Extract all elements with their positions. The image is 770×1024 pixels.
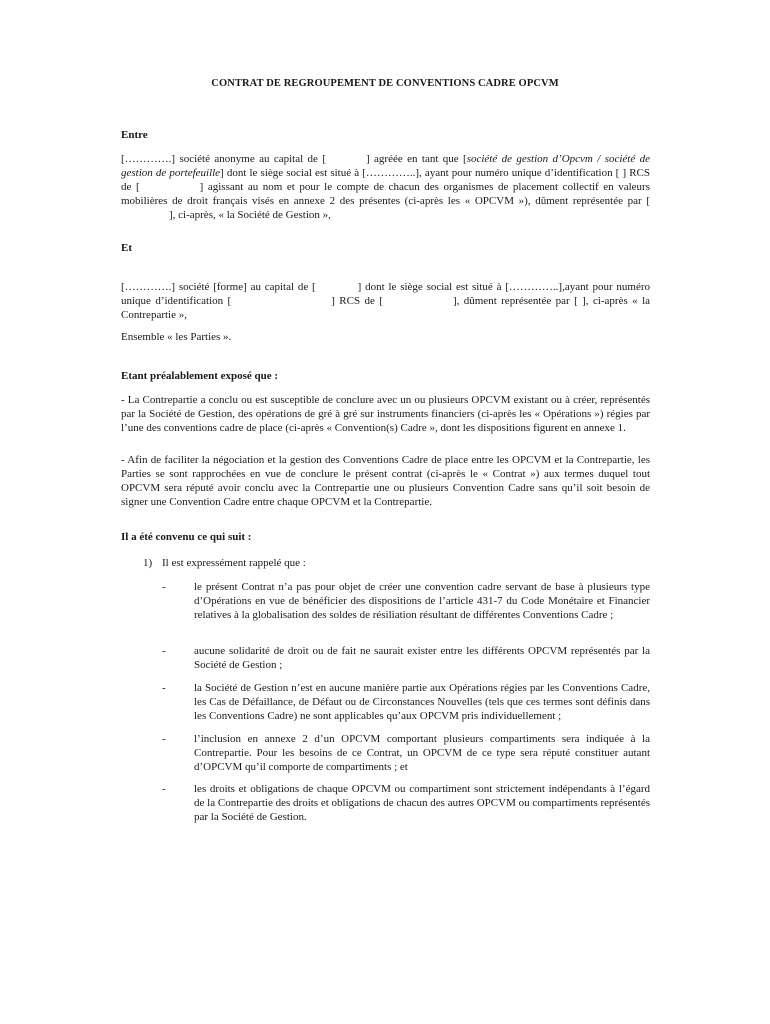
party1-text-1: [………….] société anonyme au capital de [ [121, 153, 326, 165]
party2-text-3: ] RCS de [ [331, 295, 383, 307]
party1-company-type: société de gestion d’Opcvm / société de gestion de portefeuille [121, 153, 651, 179]
party2-text-2: ] dont le siège social est situé à […………..],ayant pour numéro unique d’identification [ [121, 281, 650, 307]
party1-paragraph [121, 152, 650, 222]
expose-paragraph-2: - Afin de faciliter la négociation et la gestion des Conventions Cadre de place entre les OPCVM et la Contrepartie, les Parties se sont rapprochées en vue de conclure le présent contrat (ci-après le « Contrat ») aux termes duquel tout OPCVM sera réputé avoir conclu avec la Contrepartie une ou plusieurs Convention Cadre sans qu’il soit besoin de signer une Convention Cadre entre chaque OPCVM et la Contrepartie. [121, 454, 650, 508]
bullet-dash: - [162, 733, 166, 745]
party2-text-1: [………….] société [forme] au capital de [ [121, 281, 316, 293]
party1-text-5: ], ci-après, « la Société de Gestion », [169, 209, 331, 221]
bullet-dash: - [162, 581, 166, 593]
party2-paragraph [121, 280, 650, 322]
party1-text-2: ] agréée en tant que [ [366, 153, 467, 165]
bullet-item: la Société de Gestion n’est en aucune manière partie aux Opérations régies par les Conventions Cadre, les Cas de Défaillance, de Défaut ou de Circonstances Nouvelles (tels que ces termes sont définis dans les Conventions Cadre) ne sont applicables qu’aux OPCVM pris individuellement ; [194, 682, 650, 722]
bullet-item: l’inclusion en annexe 2 d’un OPCVM comportant plusieurs compartiments sera indiquée à la Contrepartie. Pour les besoins de ce Contrat, un OPCVM de ce type sera réputé constituer autant d’OPCVM qu’il comporte de compartiments ; et [194, 733, 650, 773]
bullet-item: le présent Contrat n’a pas pour objet de créer une convention cadre servant de base à plusieurs type d’Opérations en vue de bénéficier des dispositions de l’article 431-7 du Code Monétaire et Financier relatives à la globalisation des soldes de résiliation résultant de différentes Conventions Cadre ; [194, 581, 650, 621]
party1-text-4: ] agissant au nom et pour le compte de chacun des organismes de placement collectif en valeurs mobilières de droit français visés en annexe 2 des présentes (ci-après les « OPCVM »), dûment représentée par [ [121, 181, 650, 207]
ensemble-line: Ensemble « les Parties ». [121, 331, 232, 343]
document-title: CONTRAT DE REGROUPEMENT DE CONVENTIONS CADRE OPCVM [211, 78, 559, 89]
bullet-item: aucune solidarité de droit ou de fait ne saurait exister entre les différents OPCVM représentés par la Société de Gestion ; [194, 645, 650, 671]
party1-text-3: ] dont le siège social est situé à […………..], ayant pour numéro unique d’identification [ ] RCS de [ [121, 167, 650, 193]
bullet-item: les droits et obligations de chaque OPCVM ou compartiment sont strictement indépendants à l’égard de la Contrepartie des droits et obligations de chacun des autres OPCVM ou compartiments représentés par la Société de Gestion. [194, 783, 650, 823]
item-number-1: 1) [143, 557, 153, 569]
heading-expose: Etant préalablement exposé que : [121, 370, 279, 382]
bullet-dash: - [162, 682, 166, 694]
heading-et: Et [121, 242, 132, 254]
bullet-dash: - [162, 645, 166, 657]
item-text-1: Il est expressément rappelé que : [162, 557, 306, 569]
expose-paragraph-1: - La Contrepartie a conclu ou est susceptible de conclure avec un ou plusieurs OPCVM existant ou à créer, représentés par la Société de Gestion, des opérations de gré à gré sur instruments financiers (ci-après les « Opérations ») régies par l’une des conventions cadre de place (ci-après « Convention(s) Cadre », dont les dispositions figurent en annexe 1. [121, 394, 650, 434]
party2-text-4: ], dûment représentée par [ ], ci-après « la Contrepartie », [121, 295, 651, 321]
heading-entre: Entre [121, 129, 148, 141]
heading-convenu: Il a été convenu ce qui suit : [121, 531, 252, 543]
bullet-dash: - [162, 783, 166, 795]
